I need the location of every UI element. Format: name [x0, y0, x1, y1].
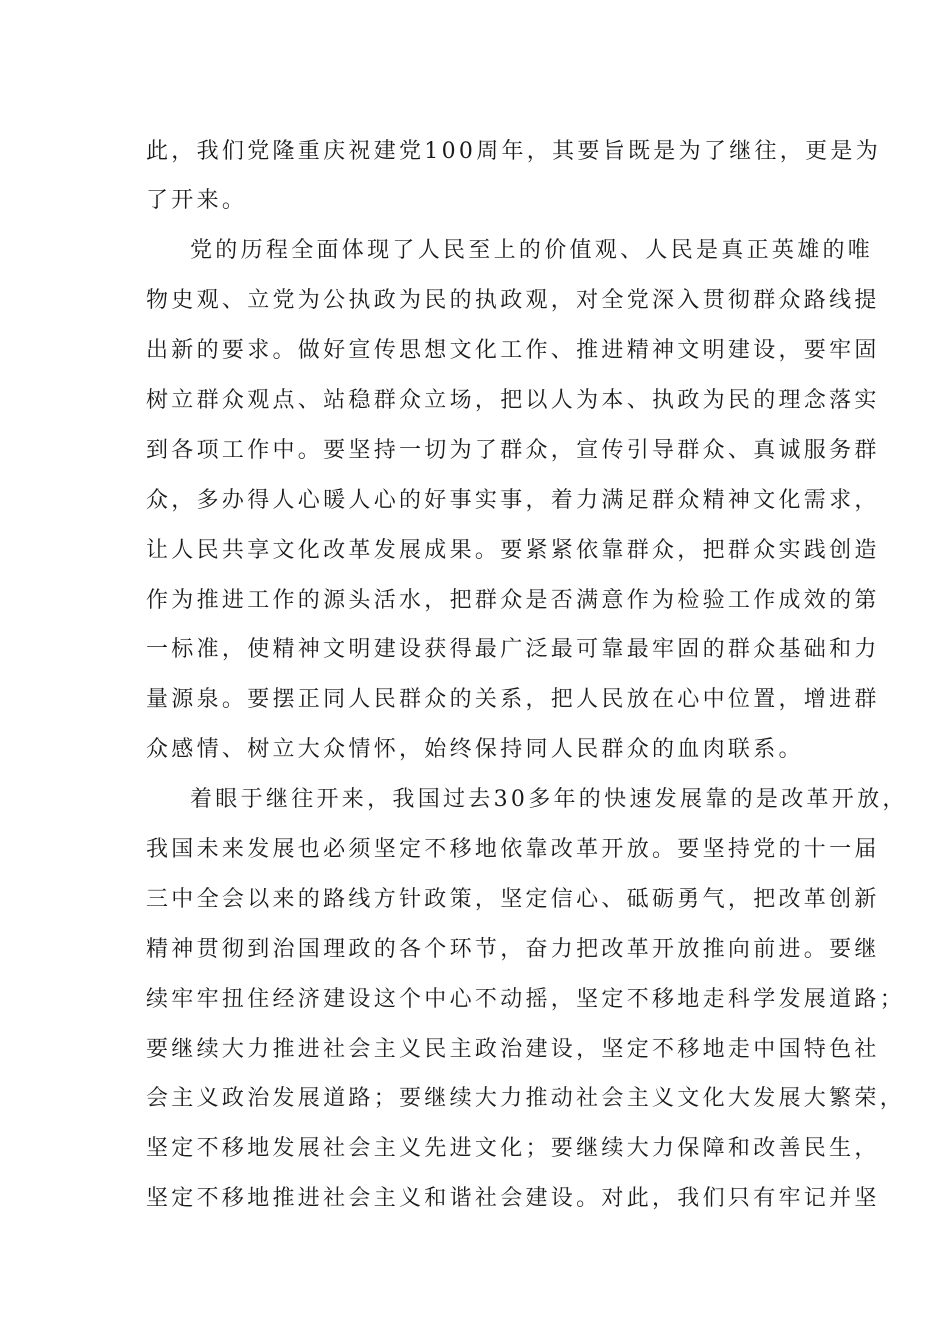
- text-line: 三中全会以来的路线方针政策，坚定信心、砥砺勇气，把改革创新: [146, 887, 880, 912]
- text-line: 众感情、树立大众情怀，始终保持同人民群众的血肉联系。: [146, 737, 804, 762]
- text-line: 量源泉。要摆正同人民群众的关系，把人民放在心中位置，增进群: [146, 687, 880, 712]
- text-line: 到各项工作中。要坚持一切为了群众，宣传引导群众、真诚服务群: [146, 438, 880, 463]
- text-line: 精神贯彻到治国理政的各个环节，奋力把改革开放推向前进。要继: [146, 937, 880, 962]
- text-line: 众，多办得人心暖人心的好事实事，着力满足群众精神文化需求，: [146, 488, 880, 513]
- text-line: 让人民共享文化改革发展成果。要紧紧依靠群众，把群众实践创造: [146, 538, 880, 563]
- text-line: 会主义政治发展道路；要继续大力推动社会主义文化大发展大繁荣，: [146, 1086, 906, 1111]
- paragraph-first-line: 着眼于继往开来，我国过去30多年的快速发展靠的是改革开放，: [190, 787, 908, 812]
- text-line: 此，我们党隆重庆祝建党100周年，其要旨既是为了继往，更是为: [146, 139, 881, 164]
- text-line: 续牢牢扭住经济建设这个中心不动摇，坚定不移地走科学发展道路；: [146, 987, 906, 1012]
- text-line: 坚定不移地推进社会主义和谐社会建设。对此，我们只有牢记并坚: [146, 1186, 880, 1211]
- text-line: 出新的要求。做好宣传思想文化工作、推进精神文明建设，要牢固: [146, 338, 880, 363]
- text-line: 我国未来发展也必须坚定不移地依靠改革开放。要坚持党的十一届: [146, 837, 880, 862]
- text-line: 物史观、立党为公执政为民的执政观，对全党深入贯彻群众路线提: [146, 288, 880, 313]
- paragraph-first-line: 党的历程全面体现了人民至上的价值观、人民是真正英雄的唯: [190, 238, 874, 263]
- text-line: 作为推进工作的源头活水，把群众是否满意作为检验工作成效的第: [146, 588, 880, 613]
- text-line: 树立群众观点、站稳群众立场，把以人为本、执政为民的理念落实: [146, 388, 880, 413]
- text-line: 要继续大力推进社会主义民主政治建设，坚定不移地走中国特色社: [146, 1037, 880, 1062]
- text-line: 了开来。: [146, 188, 248, 213]
- text-line: 一标准，使精神文明建设获得最广泛最可靠最牢固的群众基础和力: [146, 637, 880, 662]
- text-line: 坚定不移地发展社会主义先进文化；要继续大力保障和改善民生，: [146, 1136, 880, 1161]
